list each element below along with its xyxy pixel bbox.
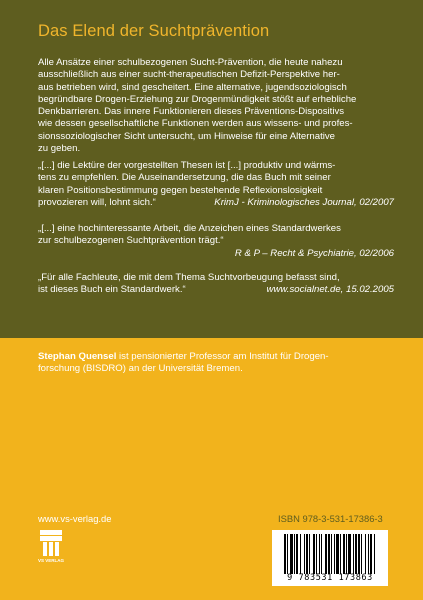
blurb-line: zu geben. (38, 143, 81, 155)
quote-line: klaren Positionsbestimmung gegen bestehende Reflexionslosigkeit (38, 184, 323, 196)
blurb-line: sionssoziologischer Sicht untersucht, um Hinweise für eine Alternative (38, 130, 336, 142)
barcode-bar (343, 534, 345, 574)
quote-source: KrimJ - Kriminologisches Journal, 02/2007 (214, 196, 394, 208)
barcode-bar (361, 534, 362, 574)
blurb-line: Denkbarrieren. Das innere Funktionieren dieses Präventions-Dispositivs (38, 106, 345, 118)
barcode-bar (336, 534, 339, 574)
blurb-line: aus betrieben wird, sind gescheitert. Eine alternative, jugendsoziologisch (38, 81, 347, 93)
barcode-bar (328, 534, 330, 574)
barcode-bar (300, 534, 301, 574)
barcode-bar (290, 534, 293, 574)
author-bio-text: forschung (BISDRO) an der Universität Bremen. (38, 363, 243, 375)
barcode-number: 9 783531 173863 (287, 573, 373, 583)
quote-line (38, 197, 394, 209)
blurb-line: Alle Ansätze einer schulbezogenen Sucht-Prävention, die heute nahezu (38, 57, 343, 68)
review-quote (38, 223, 394, 260)
review-quote (38, 272, 394, 297)
blurb-line: begründbare Drogen-Erziehung zur Drogenmündigkeit stößt auf erhebliche (38, 93, 357, 105)
barcode-bar (316, 534, 317, 574)
barcode (272, 530, 388, 586)
quote-text: provozieren will, lohnt sich.“ (38, 196, 156, 208)
barcode-bar (304, 534, 305, 574)
barcode-bar (358, 534, 360, 574)
publisher-url[interactable]: www.vs-verlag.de (38, 513, 112, 524)
blurb-line: ausschließlich aus einer sucht-therapeutischen Defizit-Perspektive her- (38, 69, 340, 81)
quote-text: ist dieses Buch ein Standardwerk.“ (38, 284, 186, 296)
author-name: Stephan Quensel (38, 351, 117, 362)
quote-line (38, 284, 394, 296)
barcode-bar (331, 534, 332, 574)
review-quote (38, 160, 394, 209)
barcode-bar (346, 534, 347, 574)
barcode-bar (313, 534, 315, 574)
barcode-bar (374, 534, 375, 574)
blurb-line: wie dessen gesellschaftliche Funktionen werden aus wissens- und profes- (38, 118, 353, 130)
quote-line: tens zu empfehlen. Die Auseinandersetzung, die das Buch mit seiner (38, 172, 331, 184)
author-bio (38, 351, 398, 376)
quote-line: „Für alle Fachleute, die mit dem Thema Suchtvorbeugung befasst sind, (38, 272, 340, 283)
barcode-bar (321, 534, 322, 574)
barcode-bar (348, 534, 351, 574)
barcode-bar (368, 534, 369, 574)
blurb (38, 57, 394, 155)
barcode-bar (294, 534, 295, 574)
quote-line: „[...] eine hochinteressante Arbeit, die Anzeichen eines Standardwerkes (38, 223, 341, 234)
barcode-bar (319, 534, 320, 574)
barcode-bar (365, 534, 366, 574)
barcode-bar (284, 534, 286, 574)
barcode-bar (296, 534, 298, 574)
author-bio-text: ist pensionierter Professor am Institut für Drogen- (116, 351, 329, 362)
quote-source: R & P – Recht & Psychiatrie, 02/2006 (234, 247, 394, 259)
quote-line: „[...] die Lektüre der vorgestellten Thesen ist [...] produktiv und wärms- (38, 160, 336, 171)
barcode-bar (340, 534, 341, 574)
barcode-bar (306, 534, 308, 574)
barcode-bar (353, 534, 354, 574)
barcode-bar (370, 534, 372, 574)
publisher-logo-text: VS VERLAG (37, 558, 65, 563)
quote-line: zur schulbezogenen Suchtprävention trägt.“ (38, 235, 224, 247)
book-title: Das Elend der Suchtprävention (38, 22, 270, 40)
publisher-logo-icon (37, 530, 65, 564)
barcode-bars-icon (272, 534, 388, 578)
barcode-bar (325, 534, 327, 574)
barcode-bar (334, 534, 335, 574)
barcode-bar (355, 534, 357, 574)
barcode-bar (309, 534, 310, 574)
isbn: ISBN 978-3-531-17386-3 (278, 513, 383, 524)
quote-source: www.socialnet.de, 15.02.2005 (266, 284, 394, 296)
barcode-bar (287, 534, 288, 574)
